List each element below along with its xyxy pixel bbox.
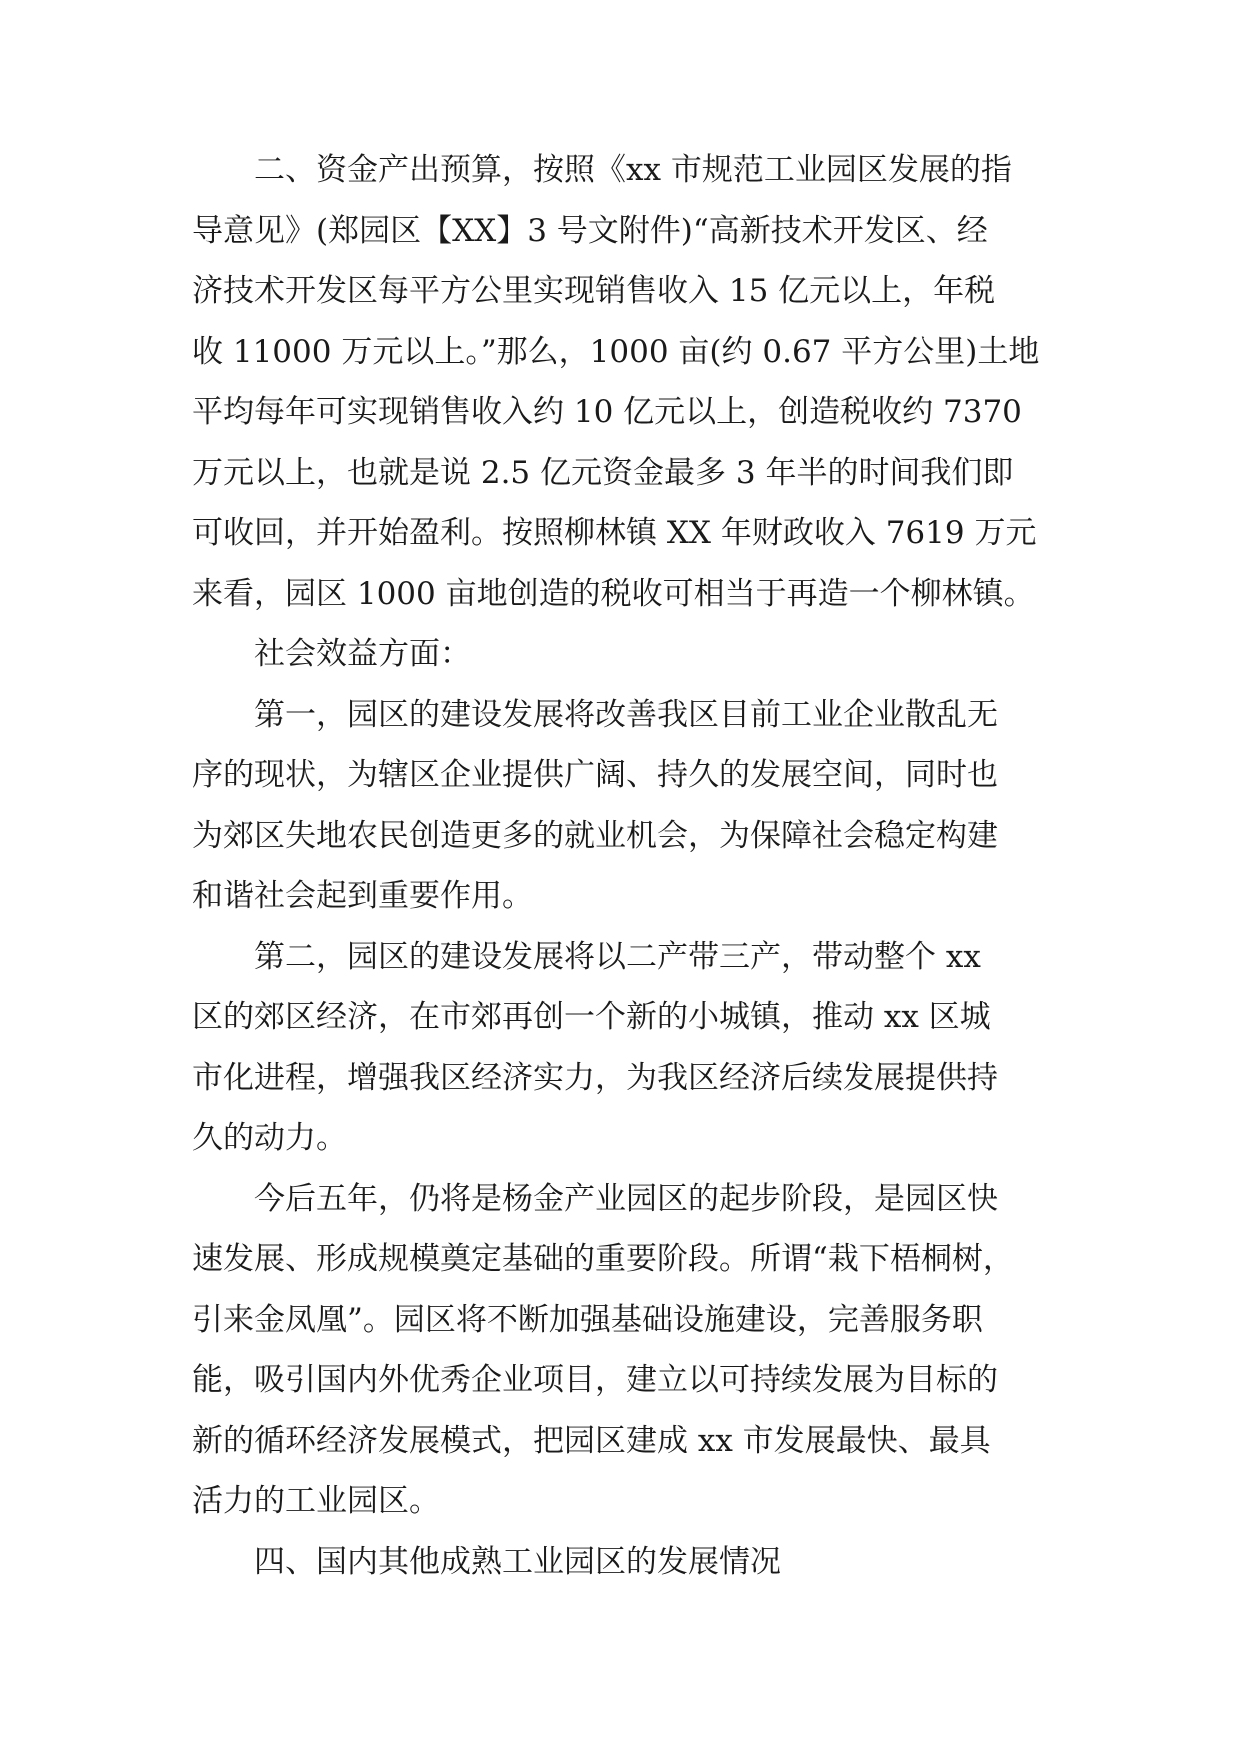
paragraph-second-point: [192, 927, 1072, 1169]
section-heading: 社会效益方面：: [254, 636, 471, 672]
text-line: 导意见》(郑园区【XX】3 号文附件)“高新技术开发区、经: [192, 212, 988, 249]
paragraph-social-benefits-heading: [192, 624, 1072, 685]
text-line: 济技术开发区每平方公里实现销售收入 15 亿元以上，年税: [192, 273, 996, 309]
text-line: 和谐社会起到重要作用。: [192, 878, 533, 914]
document-body: [192, 140, 1072, 1592]
text-line: 今后五年，仍将是杨金产业园区的起步阶段，是园区快: [254, 1180, 998, 1217]
text-line: 平均每年可实现销售收入约 10 亿元以上，创造税收约 7370: [192, 394, 1022, 430]
text-line: 新的循环经济发展模式，把园区建成 xx 市发展最快、最具: [192, 1422, 991, 1459]
paragraph-section-four-heading: [192, 1532, 1072, 1593]
paragraph-next-five-years: [192, 1169, 1072, 1532]
text-line: 收 11000 万元以上。”那么，1000 亩(约 0.67 平方公里)土地: [192, 333, 1040, 370]
text-line: 第一，园区的建设发展将改善我区目前工业企业散乱无: [254, 696, 998, 733]
text-line: 可收回，并开始盈利。按照柳林镇 XX 年财政收入 7619 万元: [192, 515, 1037, 551]
text-line: 引来金凤凰”。园区将不断加强基础设施建设，完善服务职: [192, 1301, 983, 1338]
text-line: 活力的工业园区。: [192, 1483, 440, 1519]
paragraph-budget: [192, 140, 1072, 624]
text-line: 第二，园区的建设发展将以二产带三产，带动整个 xx: [254, 938, 981, 975]
text-line: 二、资金产出预算，按照《xx 市规范工业园区发展的指: [254, 152, 1012, 188]
text-line: 能，吸引国内外优秀企业项目，建立以可持续发展为目标的: [192, 1362, 998, 1398]
text-line: 序的现状，为辖区企业提供广阔、持久的发展空间，同时也: [192, 757, 998, 793]
text-line: 速发展、形成规模奠定基础的重要阶段。所谓“栽下梧桐树，: [192, 1241, 1014, 1277]
text-line: 久的动力。: [192, 1120, 347, 1156]
paragraph-first-point: [192, 685, 1072, 927]
text-line: 区的郊区经济，在市郊再创一个新的小城镇，推动 xx 区城: [192, 999, 991, 1035]
text-line: 来看，园区 1000 亩地创造的税收可相当于再造一个柳林镇。: [192, 575, 1035, 612]
text-line: 为郊区失地农民创造更多的就业机会，为保障社会稳定构建: [192, 817, 998, 854]
section-heading: 四、国内其他成熟工业园区的发展情况: [254, 1543, 781, 1580]
text-line: 市化进程，增强我区经济实力，为我区经济后续发展提供持: [192, 1059, 998, 1096]
text-line: 万元以上，也就是说 2.5 亿元资金最多 3 年半的时间我们即: [192, 454, 1014, 491]
